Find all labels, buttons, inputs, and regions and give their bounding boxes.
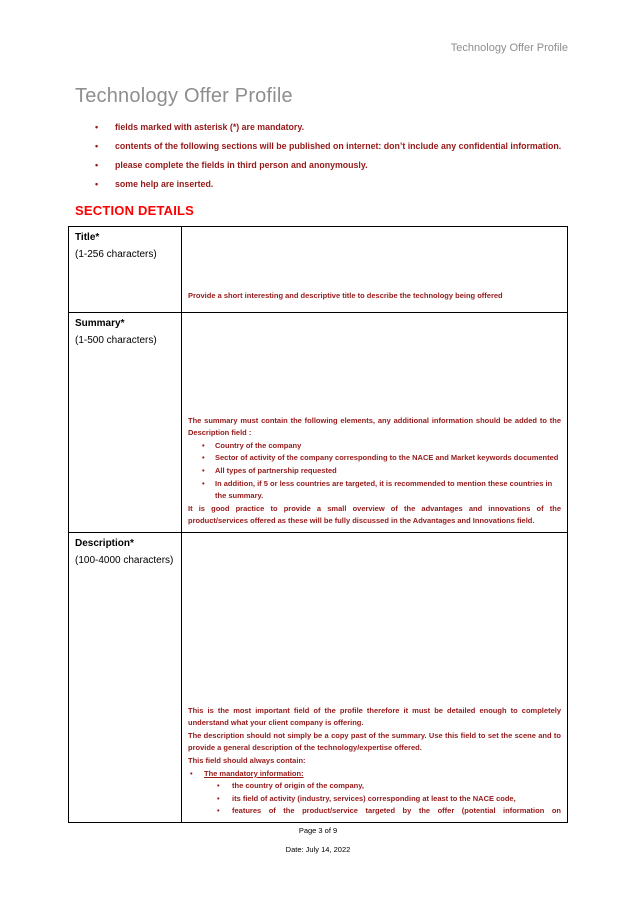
help-sub-bullet: • its field of activity (industry, services) corresponding at least to the NACE code, xyxy=(217,793,561,806)
help-text: The description should not simply be a copy past of the summary. Use this field to set the scene and to provide a general description of the technology/expertise offered. xyxy=(188,730,561,753)
help-bullet: • All types of partnership requested xyxy=(202,465,561,478)
description-label-cell xyxy=(69,533,182,822)
help-text: It is good practice to provide a small overview of the advantages and innovations of the product/services offered as these will be fully discussed in the Advantages and Innovations field. xyxy=(188,503,561,526)
table-row-summary xyxy=(69,313,567,533)
help-bullet: • Country of the company xyxy=(202,440,561,453)
help-text: Provide a short interesting and descriptive title to describe the technology being offered xyxy=(188,291,503,301)
intro-bullet: • please complete the fields in third person and anonymously. xyxy=(95,156,575,175)
help-bullet: • Sector of activity of the company corresponding to the NACE and Market keywords documented xyxy=(202,452,561,465)
title-label-cell xyxy=(69,227,182,312)
intro-bullet: • some help are inserted. xyxy=(95,175,575,194)
help-sub-bullet: • features of the product/service targeted by the offer (potential information on xyxy=(217,805,561,818)
running-header: Technology Offer Profile xyxy=(450,42,568,54)
underlined-heading: The mandatory information: xyxy=(204,768,304,778)
help-bullet: • In addition, if 5 or less countries are targeted, it is recommended to mention these countries in the summary. xyxy=(202,478,561,503)
intro-bullet: • contents of the following sections will be published on internet: don’t include any confidential information. xyxy=(95,137,575,156)
field-label: Summary* xyxy=(75,318,125,329)
table-row-title xyxy=(69,227,567,313)
page-number: Page 3 of 9 xyxy=(298,826,338,835)
table-row-description xyxy=(69,533,567,822)
summary-help-cell xyxy=(182,313,567,532)
intro-bullet-list xyxy=(95,118,575,194)
intro-bullet: • fields marked with asterisk (*) are mandatory. xyxy=(95,118,575,137)
field-charlimit: (1-500 characters) xyxy=(75,335,157,346)
summary-label-cell xyxy=(69,313,182,532)
footer-date: Date: July 14, 2022 xyxy=(285,845,351,854)
help-text: This field should always contain: xyxy=(188,756,306,766)
title-help-cell xyxy=(182,227,567,312)
document-title: Technology Offer Profile xyxy=(75,85,293,107)
description-sub-bullets xyxy=(188,780,561,818)
field-charlimit: (100-4000 characters) xyxy=(75,555,174,566)
help-bullet-heading xyxy=(190,768,561,781)
page-footer xyxy=(0,826,636,855)
summary-help-bullets xyxy=(188,440,561,503)
help-sub-bullet: • the country of origin of the company, xyxy=(217,780,561,793)
field-charlimit: (1-256 characters) xyxy=(75,249,157,260)
description-help-cell xyxy=(182,533,567,822)
field-label: Description* xyxy=(75,538,134,549)
help-text: The summary must contain the following elements, any additional information should be added to the Description field : xyxy=(188,415,561,438)
section-details-table xyxy=(68,226,568,823)
section-heading: SECTION DETAILS xyxy=(75,203,195,218)
help-text: This is the most important field of the profile therefore it must be detailed enough to completely understand what your client company is offering. xyxy=(188,705,561,728)
field-label: Title* xyxy=(75,232,100,243)
